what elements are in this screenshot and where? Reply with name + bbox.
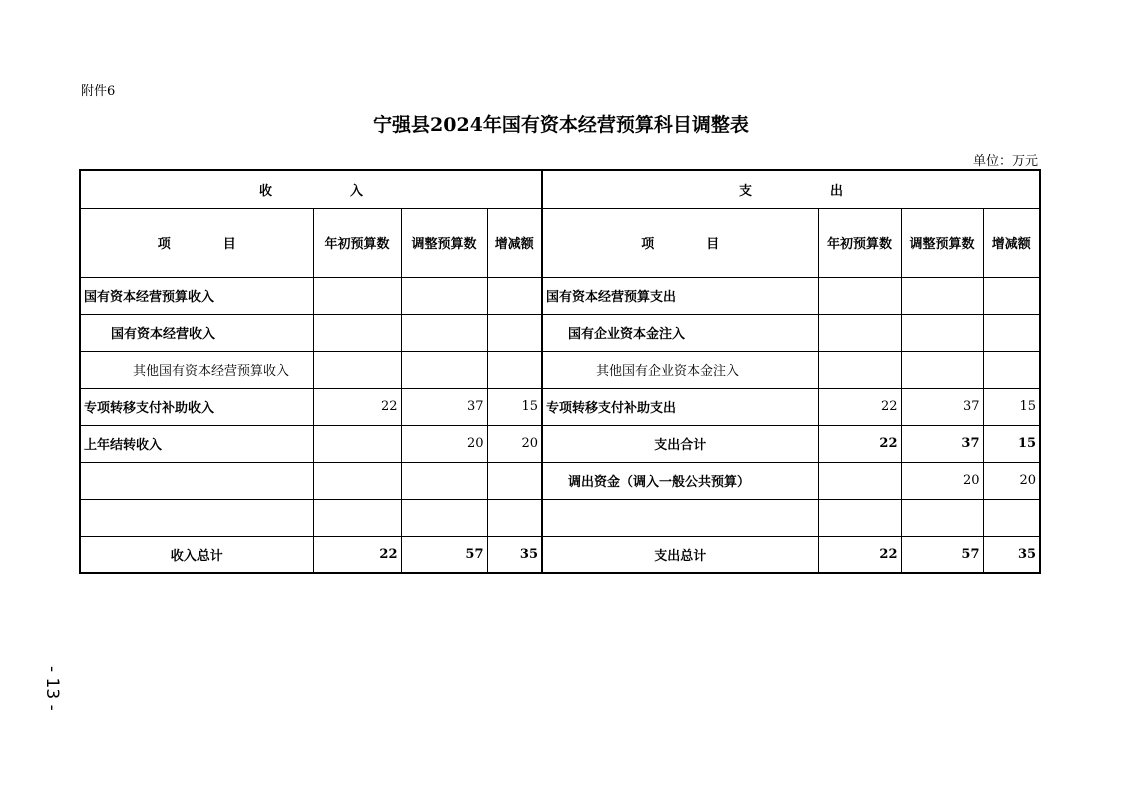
table-row — [80, 388, 1040, 425]
income-initial-cell — [313, 499, 401, 536]
expense-item-cell: 国有企业资本金注入 — [542, 314, 818, 351]
income-adjusted-header: 调整预算数 — [401, 208, 487, 277]
income-adjusted-cell — [401, 351, 487, 388]
income-item-cell: 其他国有资本经营预算收入 — [80, 351, 313, 388]
income-initial-cell — [313, 462, 401, 499]
expense-total-initial: 22 — [818, 536, 901, 573]
table-row — [80, 425, 1040, 462]
expense-change-header: 增减额 — [983, 208, 1040, 277]
expense-change-cell: 15 — [983, 425, 1040, 462]
expense-change-cell: 15 — [983, 388, 1040, 425]
expense-initial-cell — [818, 314, 901, 351]
expense-initial-cell: 22 — [818, 388, 901, 425]
expense-total-change: 35 — [983, 536, 1040, 573]
expense-adjusted-cell: 20 — [901, 462, 983, 499]
expense-total-adjusted: 57 — [901, 536, 983, 573]
expense-change-cell — [983, 351, 1040, 388]
income-change-cell — [487, 351, 542, 388]
expense-item-cell: 调出资金（调入一般公共预算） — [542, 462, 818, 499]
expense-total-label: 支出总计 — [542, 536, 818, 573]
income-change-cell — [487, 314, 542, 351]
expense-initial-cell — [818, 277, 901, 314]
income-change-cell — [487, 462, 542, 499]
budget-adjustment-table — [79, 169, 1041, 574]
table-row — [80, 277, 1040, 314]
income-change-header: 增减额 — [487, 208, 542, 277]
income-initial-cell — [313, 314, 401, 351]
annex-label: 附件6 — [81, 84, 116, 99]
income-total-adjusted: 57 — [401, 536, 487, 573]
table-row — [80, 462, 1040, 499]
income-initial-cell — [313, 351, 401, 388]
income-adjusted-cell: 20 — [401, 425, 487, 462]
expense-change-cell — [983, 499, 1040, 536]
income-change-cell: 20 — [487, 425, 542, 462]
income-adjusted-cell — [401, 277, 487, 314]
section-header-row — [80, 170, 1040, 208]
expense-initial-cell — [818, 351, 901, 388]
totals-row — [80, 536, 1040, 573]
table-row — [80, 351, 1040, 388]
expense-item-header: 项 目 — [542, 208, 818, 277]
expense-section-header: 支 出 — [542, 170, 1040, 208]
income-adjusted-cell — [401, 314, 487, 351]
income-adjusted-cell — [401, 499, 487, 536]
income-item-cell: 国有资本经营预算收入 — [80, 277, 313, 314]
income-item-cell: 国有资本经营收入 — [80, 314, 313, 351]
expense-adjusted-cell — [901, 277, 983, 314]
expense-item-cell: 国有资本经营预算支出 — [542, 277, 818, 314]
expense-adjusted-header: 调整预算数 — [901, 208, 983, 277]
income-initial-cell: 22 — [313, 388, 401, 425]
income-item-cell: 专项转移支付补助收入 — [80, 388, 313, 425]
expense-initial-cell — [818, 499, 901, 536]
expense-change-cell — [983, 277, 1040, 314]
expense-change-cell — [983, 314, 1040, 351]
column-header-row — [80, 208, 1040, 277]
unit-label: 单位：万元 — [972, 154, 1038, 169]
income-initial-cell — [313, 277, 401, 314]
income-adjusted-cell — [401, 462, 487, 499]
table-row — [80, 499, 1040, 536]
expense-adjusted-cell — [901, 314, 983, 351]
page-title: 宁强县2024年国有资本经营预算科目调整表 — [373, 114, 749, 136]
income-change-cell — [487, 277, 542, 314]
expense-adjusted-cell — [901, 351, 983, 388]
income-initial-header: 年初预算数 — [313, 208, 401, 277]
income-change-cell — [487, 499, 542, 536]
expense-adjusted-cell: 37 — [901, 425, 983, 462]
expense-adjusted-cell: 37 — [901, 388, 983, 425]
income-total-label: 收入总计 — [80, 536, 313, 573]
income-item-cell: 上年结转收入 — [80, 425, 313, 462]
table-row — [80, 314, 1040, 351]
income-total-initial: 22 — [313, 536, 401, 573]
expense-adjusted-cell — [901, 499, 983, 536]
expense-initial-cell: 22 — [818, 425, 901, 462]
expense-initial-cell — [818, 462, 901, 499]
income-initial-cell — [313, 425, 401, 462]
expense-item-cell — [542, 499, 818, 536]
expense-item-cell: 专项转移支付补助支出 — [542, 388, 818, 425]
expense-item-cell: 其他国有企业资本金注入 — [542, 351, 818, 388]
expense-subtotal-label: 支出合计 — [542, 425, 818, 462]
income-adjusted-cell: 37 — [401, 388, 487, 425]
expense-initial-header: 年初预算数 — [818, 208, 901, 277]
page-number: - 13 - — [42, 666, 62, 711]
income-section-header: 收 入 — [80, 170, 542, 208]
income-item-cell — [80, 462, 313, 499]
income-total-change: 35 — [487, 536, 542, 573]
income-change-cell: 15 — [487, 388, 542, 425]
income-item-cell — [80, 499, 313, 536]
income-item-header: 项 目 — [80, 208, 313, 277]
expense-change-cell: 20 — [983, 462, 1040, 499]
